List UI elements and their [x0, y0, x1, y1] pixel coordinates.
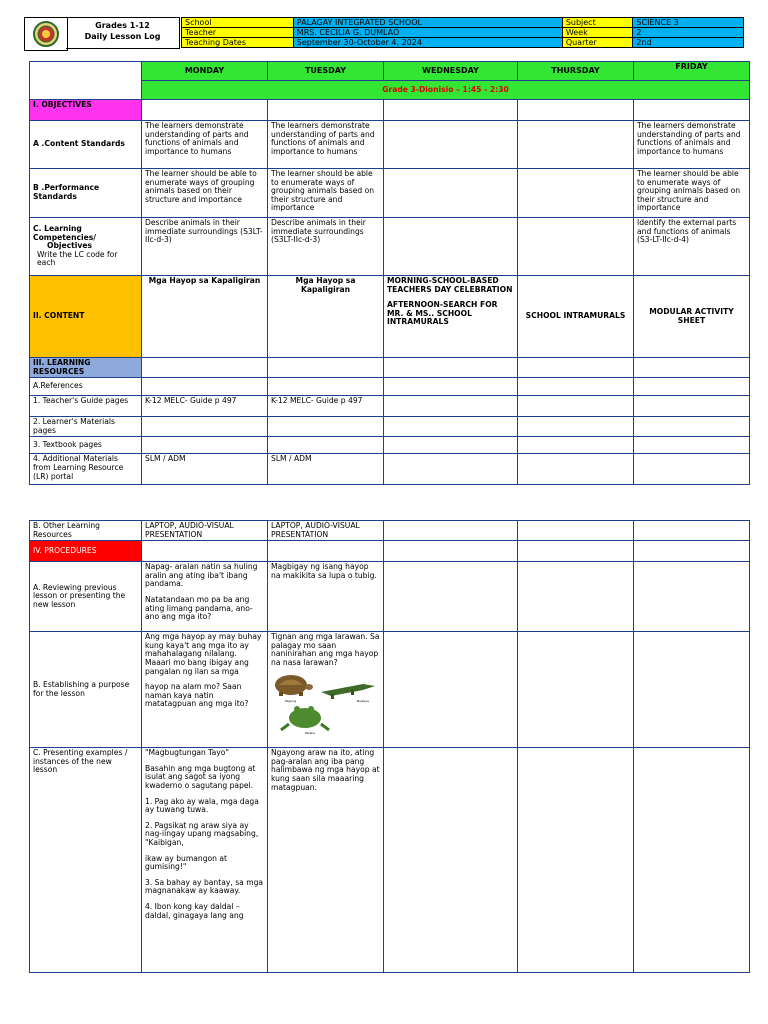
presenting-label: C. Presenting examples / instances of the new lesson	[30, 748, 142, 973]
performance-standards-tue: The learner should be able to enumerate ways of grouping animals based on their structure and importance	[268, 169, 384, 218]
riddle-2a: 2. Pagsikat ng araw siya ay nag-iingay upang magsabing, "Kaibigan,	[145, 820, 259, 847]
content-standards-tue: The learners demonstrate understanding of parts and functions of animals and importance to humans	[268, 121, 384, 169]
day-thursday: THURSDAY	[518, 62, 634, 81]
content-mon: Mga Hayop sa Kapaligiran	[142, 276, 268, 358]
day-wednesday: WEDNESDAY	[384, 62, 518, 81]
quarter-value: 2nd	[633, 38, 744, 48]
additional-materials-mon: SLM / ADM	[142, 454, 268, 485]
content-standards-label: A .Content Standards	[30, 121, 142, 169]
grades-label: Grades 1-12	[95, 21, 150, 30]
other-resources-tue: LAPTOP, AUDIO-VISUAL PRESENTATION	[268, 521, 384, 541]
presenting-mon	[142, 748, 268, 973]
purpose-tue	[268, 632, 384, 748]
performance-standards-mon: The learner should be able to enumerate ways of grouping animals based on their structure and importance	[142, 169, 268, 218]
dll-label: Daily Lesson Log	[84, 32, 161, 41]
content-standards-mon: The learners demonstrate understanding of parts and functions of animals and importance to humans	[142, 121, 268, 169]
content-wed	[384, 276, 518, 358]
additional-materials-label: 4. Additional Materials from Learning Resource (LR) portal	[30, 454, 142, 485]
teachers-guide-mon: K-12 MELC- Guide p 497	[142, 396, 268, 417]
presenting-tue: Ngayong araw na ito, ating pag-aralan ang iba pang halimbawa ng mga hayop at kung saan sila maaaring matagpuan.	[268, 748, 384, 973]
riddle-title: "Magbugtungan Tayo"	[145, 748, 229, 758]
learning-resources-heading: III. LEARNING RESOURCES	[30, 358, 142, 378]
performance-standards-fri: The learner should be able to enumerate ways of grouping animals based on their structure and importance	[634, 169, 750, 218]
other-resources-mon: LAPTOP, AUDIO-VISUAL PRESENTATION	[142, 521, 268, 541]
competencies-label	[30, 218, 142, 276]
review-label: A. Reviewing previous lesson or presenting the new lesson	[30, 562, 142, 632]
animal-illustrations	[271, 672, 379, 736]
competencies-label-1: C. Learning Competencies/	[33, 224, 97, 242]
riddle-4: 4. Ibon kong kay daldal – daldal, ginagaya lang ang	[145, 901, 244, 920]
header-info-table	[181, 17, 744, 48]
teachers-guide-tue: K-12 MELC- Guide p 497	[268, 396, 384, 417]
turtle-image	[275, 675, 313, 696]
references-label: A.References	[30, 378, 142, 396]
purpose-mon-2: hayop na alam mo? Saan naman kaya natin matatagpuan ang mga ito?	[145, 682, 249, 709]
school-label: School	[182, 18, 294, 28]
turtle-label: Pagong	[285, 698, 297, 703]
competencies-label-3: Write the LC code for each	[37, 249, 118, 268]
content-tue: Mga Hayop sa Kapaligiran	[268, 276, 384, 358]
riddle-3: 3. Sa bahay ay bantay, sa mga magnanakaw ay kaaway.	[145, 877, 264, 896]
header	[24, 17, 744, 51]
content-wed-morning: MORNING-SCHOOL-BASED TEACHERS DAY CELEBRATION	[387, 276, 513, 294]
crocodile-label: Buwaya	[357, 698, 369, 703]
frog-image	[281, 706, 329, 730]
day-monday: MONDAY	[142, 62, 268, 81]
performance-standards-label: B .Performance Standards	[30, 169, 142, 218]
content-heading: II. CONTENT	[30, 276, 142, 358]
crocodile-image	[321, 684, 375, 699]
animal-pictures	[271, 672, 380, 736]
frog-label: Palaka	[305, 730, 315, 735]
lesson-table-page1	[29, 61, 750, 485]
week-label: Week	[562, 28, 633, 38]
competencies-mon: Describe animals in their immediate surroundings (S3LT-IIc-d-3)	[142, 218, 268, 276]
teacher-label: Teacher	[182, 28, 294, 38]
day-friday: FRIDAY	[634, 62, 750, 81]
subject-label: Subject	[562, 18, 633, 28]
week-value: 2	[633, 28, 744, 38]
dll-title	[66, 17, 180, 49]
purpose-mon	[142, 632, 268, 748]
competencies-tue: Describe animals in their immediate surroundings (S3LT-IIc-d-3)	[268, 218, 384, 276]
textbook-label: 3. Textbook pages	[30, 437, 142, 454]
objectives-heading: I. OBJECTIVES	[30, 100, 142, 121]
content-fri: MODULAR ACTIVITY SHEET	[634, 276, 750, 358]
content-standards-fri: The learners demonstrate understanding of parts and functions of animals and importance to humans	[634, 121, 750, 169]
quarter-label: Quarter	[562, 38, 633, 48]
purpose-mon-1: Ang mga hayop ay may buhay kung kaya't ang mga ito ay mahahalagang nilalang. Maaari mo bang ibigay ang pangalan ng ilan sa mga	[145, 632, 262, 676]
school-value: PALAGAY INTEGRATED SCHOOL	[293, 18, 562, 28]
dates-value: September 30-October 4, 2024	[293, 38, 562, 48]
review-tue: Magbigay ng isang hayop na makikita sa lupa o tubig.	[268, 562, 384, 632]
riddle-instructions: Basahin ang mga bugtong at isulat ang sagot sa iyong kwaderno o sagutang papel.	[145, 763, 256, 790]
teacher-value: MRS. CECILIA G. DUMLAO	[293, 28, 562, 38]
riddle-1: 1. Pag ako ay wala, mga daga ay tuwang tuwa.	[145, 796, 259, 815]
additional-materials-tue: SLM / ADM	[268, 454, 384, 485]
riddle-2b: ikaw ay bumangon at gumising!"	[145, 853, 228, 872]
competencies-fri: Identify the external parts and functions of animals (S3-LT-IIc-d-4)	[634, 218, 750, 276]
content-wed-afternoon: AFTERNOON-SEARCH FOR MR. & MS.. SCHOOL INTRAMURALS	[387, 300, 498, 327]
corner-cell	[30, 62, 142, 100]
other-resources-label: B. Other Learning Resources	[30, 521, 142, 541]
content-thu: SCHOOL INTRAMURALS	[518, 276, 634, 358]
competencies-label-2: Objectives	[47, 241, 92, 251]
lesson-table-page2	[29, 520, 750, 973]
purpose-label: B. Establishing a purpose for the lesson	[30, 632, 142, 748]
deped-seal-logo	[24, 17, 68, 51]
learners-materials-label: 2. Learner's Materials pages	[30, 417, 142, 437]
grade-schedule: Grade 3-Dionisio – 1:45 - 2:30	[142, 81, 750, 100]
review-mon-1: Napag- aralan natin sa huling aralin ang ating iba't ibang pandama.	[145, 562, 258, 589]
dates-label: Teaching Dates	[182, 38, 294, 48]
procedures-heading: IV. PROCEDURES	[30, 541, 142, 562]
review-mon	[142, 562, 268, 632]
review-mon-2: Natatandaan mo pa ba ang ating limang pandama, ano-ano ang mga ito?	[145, 594, 253, 622]
teachers-guide-label: 1. Teacher's Guide pages	[30, 396, 142, 417]
purpose-tue-text: Tignan ang mga larawan. Sa palagay mo saan naninirahan ang mga hayop na nasa larawan?	[271, 632, 380, 667]
subject-value: SCIENCE 3	[633, 18, 744, 28]
day-tuesday: TUESDAY	[268, 62, 384, 81]
